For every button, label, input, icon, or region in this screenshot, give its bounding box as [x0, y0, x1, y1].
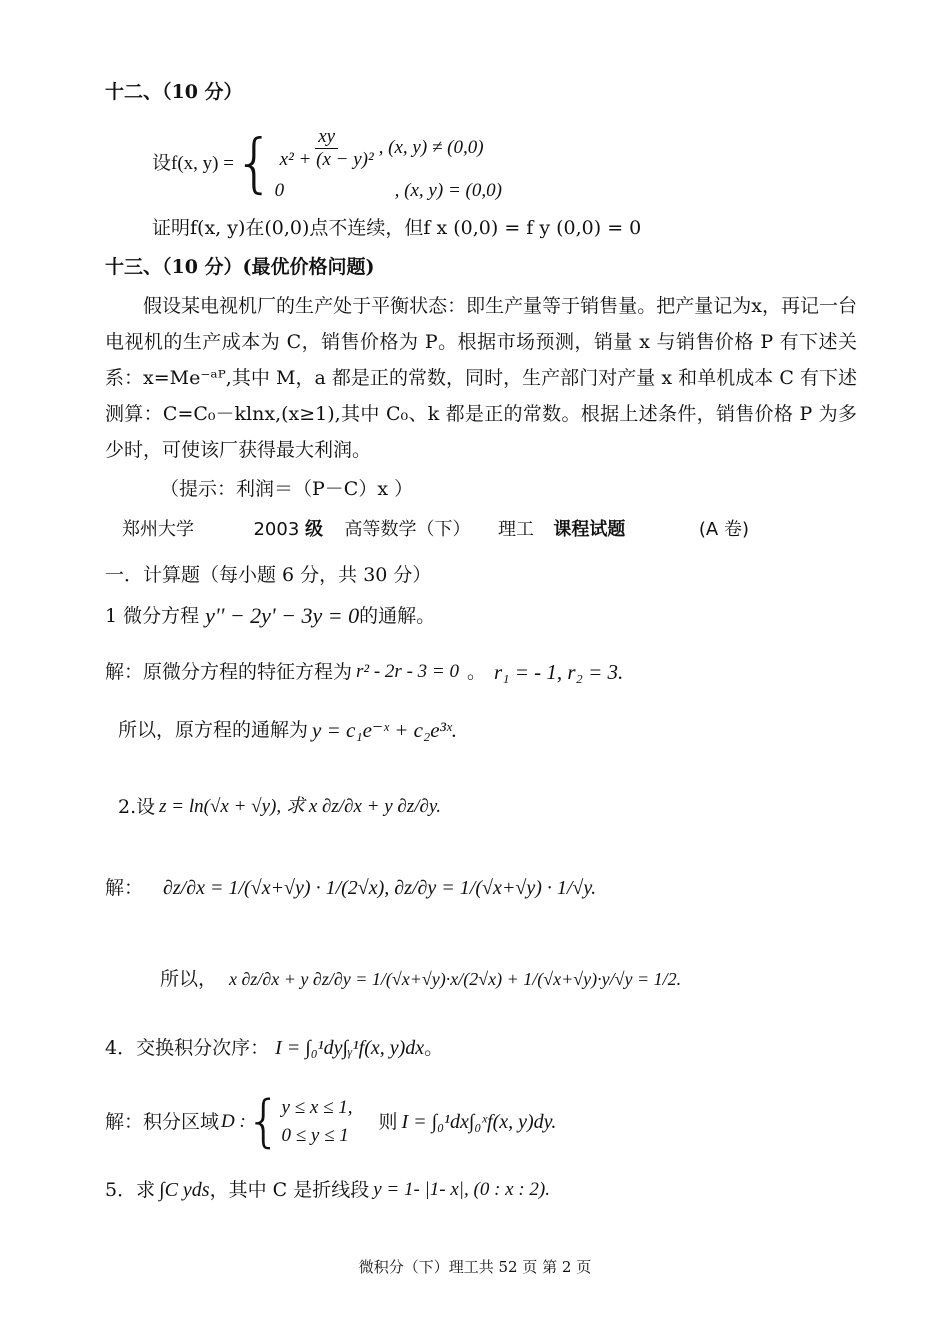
p4-region-row2: 0 ≤ y ≤ 1 [281, 1125, 349, 1146]
p1-char-eq: r² - 2r - 3 = 0 [356, 661, 459, 682]
region-brace: { [245, 1089, 282, 1154]
p5-question-mid: ，其中 C 是折线段 [209, 1179, 370, 1201]
p4-solution: 解：积分区域 D : { y ≤ x ≤ 1, 0 ≤ y ≤ 1 则 I = ∫₀¹dx∫₀ˣf(x, y)dy. [105, 1089, 557, 1154]
q13-hint: （提示：利润＝（P－C）x ） [160, 478, 414, 500]
q13-paragraph: 假设某电视机厂的生产处于平衡状态：即生产量等于销售量。把产量记为x，再记一台电视机的生产成本为 C，销售价格为 P。根据市场预测，销量 x 与销售价格 P 有下述关系：x=Me⁻ᵃᴾ,其中 M，a 都是正的常数，同时，生产部门对产量 x 和单机成本 C 有下述测算：C=C₀－klnx,(x≥1),其中 C₀、k 都是正的常数。根据上述条件，销售价格 P 为多少时，可使该厂获得最大利润。 [105, 295, 857, 461]
p4-integral: I = ∫₀¹dy∫ᵧ¹f(x, y)dx [275, 1037, 425, 1059]
p4-question-label: 4．交换积分次序： [105, 1037, 270, 1059]
p4-solution-label: 解：积分区域 [105, 1111, 220, 1133]
section1-heading: 一．计算题（每小题 6 分，共 30 分） [105, 564, 432, 586]
p1-question-label: 1 微分方程 [105, 605, 200, 627]
exam-header [122, 518, 749, 542]
p2-solution [105, 860, 596, 916]
q12-prove: 证明f(x, y)在(0,0)点不连续，但f x (0,0) = f y (0,0) = 0 [152, 217, 642, 239]
p4-then: 则 [378, 1111, 398, 1133]
q12-case1-fraction [277, 126, 377, 171]
p2-partials: ∂z/∂x = 1/(√x+√y) · 1/(2√x), ∂z/∂y = 1/(√x+√y) · 1/√y. [163, 877, 597, 899]
exam-track: 理工 [497, 519, 534, 540]
p4-region-row1: y ≤ x ≤ 1, [281, 1097, 353, 1118]
q12-cases [275, 121, 502, 207]
exam-grade-year: 2003 [253, 519, 300, 540]
p2-result-label: 所以， [160, 968, 218, 990]
p2-question-tail: x ∂z/∂x + y ∂z/∂y. [308, 796, 441, 817]
p5-question [105, 1178, 550, 1202]
p4-question [105, 1036, 443, 1060]
q12-case-2 [275, 175, 502, 207]
p2-question-label: 2.设 [118, 796, 156, 818]
q12-case2-condition: , (x, y) = (0,0) [394, 180, 502, 201]
p1-question [105, 604, 435, 628]
p1-ode: y'' − 2y' − 3y = 0 [205, 603, 360, 628]
p5-polyline: y = 1- |1- x|, (0 : x : 2). [373, 1179, 550, 1200]
p2-result-eq: x ∂z/∂x + y ∂z/∂y = 1/(√x+√y)·x/(2√x) + 1/(√x+√y)·y/√y = 1/2. [229, 969, 682, 989]
p5-line-integral: ∫C yds [159, 1179, 210, 1201]
q12-case1-numerator: xy [315, 126, 338, 149]
p2-result [160, 954, 681, 1004]
p1-general-solution: y = c₁e⁻ˣ + c₂e³ˣ. [312, 718, 458, 742]
page-footer: 微积分（下）理工共 52 页 第 2 页 [358, 1258, 592, 1276]
exam-school: 郑州大学 [122, 519, 194, 540]
q12-def-prefix: 设f(x, y) = [152, 153, 234, 174]
p1-solution-label: 解：原微分方程的特征方程为 [105, 661, 353, 683]
p2-solution-label: 解： [105, 877, 144, 899]
p4-question-tail: 。 [424, 1037, 444, 1059]
q12-case-1 [275, 121, 502, 175]
q12-heading: 十二、（10 分） [105, 81, 243, 103]
p4-swapped-integral: I = ∫₀¹dx∫₀ˣf(x, y)dy. [401, 1111, 557, 1133]
p4-region [281, 1094, 352, 1150]
p1-solution: 解：原微分方程的特征方程为 r² - 2r - 3 = 0 。 r₁ = - 1, r₂ = 3. [105, 660, 624, 684]
q12-definition [152, 116, 502, 212]
q13-heading: 十三、（10 分）(最优价格问题) [105, 256, 375, 278]
exam-grade-label: 级 [305, 519, 324, 540]
p2-question-eq: z = ln(√x + √y), 求 [159, 796, 305, 817]
exam-course: 课程试题 [553, 519, 626, 540]
p2-question [118, 782, 441, 832]
q12-case1-condition: , (x, y) ≠ (0,0) [378, 137, 484, 158]
p1-question-tail: 的通解。 [359, 605, 436, 627]
piecewise-brace: { [233, 127, 275, 201]
p1-general [118, 718, 457, 742]
q12-case2-value: 0 [274, 180, 285, 201]
p1-roots: r₁ = - 1, r₂ = 3. [494, 660, 624, 684]
exam-paper: (A 卷) [698, 519, 749, 540]
exam-subject: 高等数学（下） [344, 519, 471, 540]
p5-question-label: 5．求 [105, 1179, 156, 1201]
p1-general-label: 所以，原方程的通解为 [118, 719, 309, 741]
q12-case1-denominator: x² + (x − y)² [279, 148, 374, 170]
